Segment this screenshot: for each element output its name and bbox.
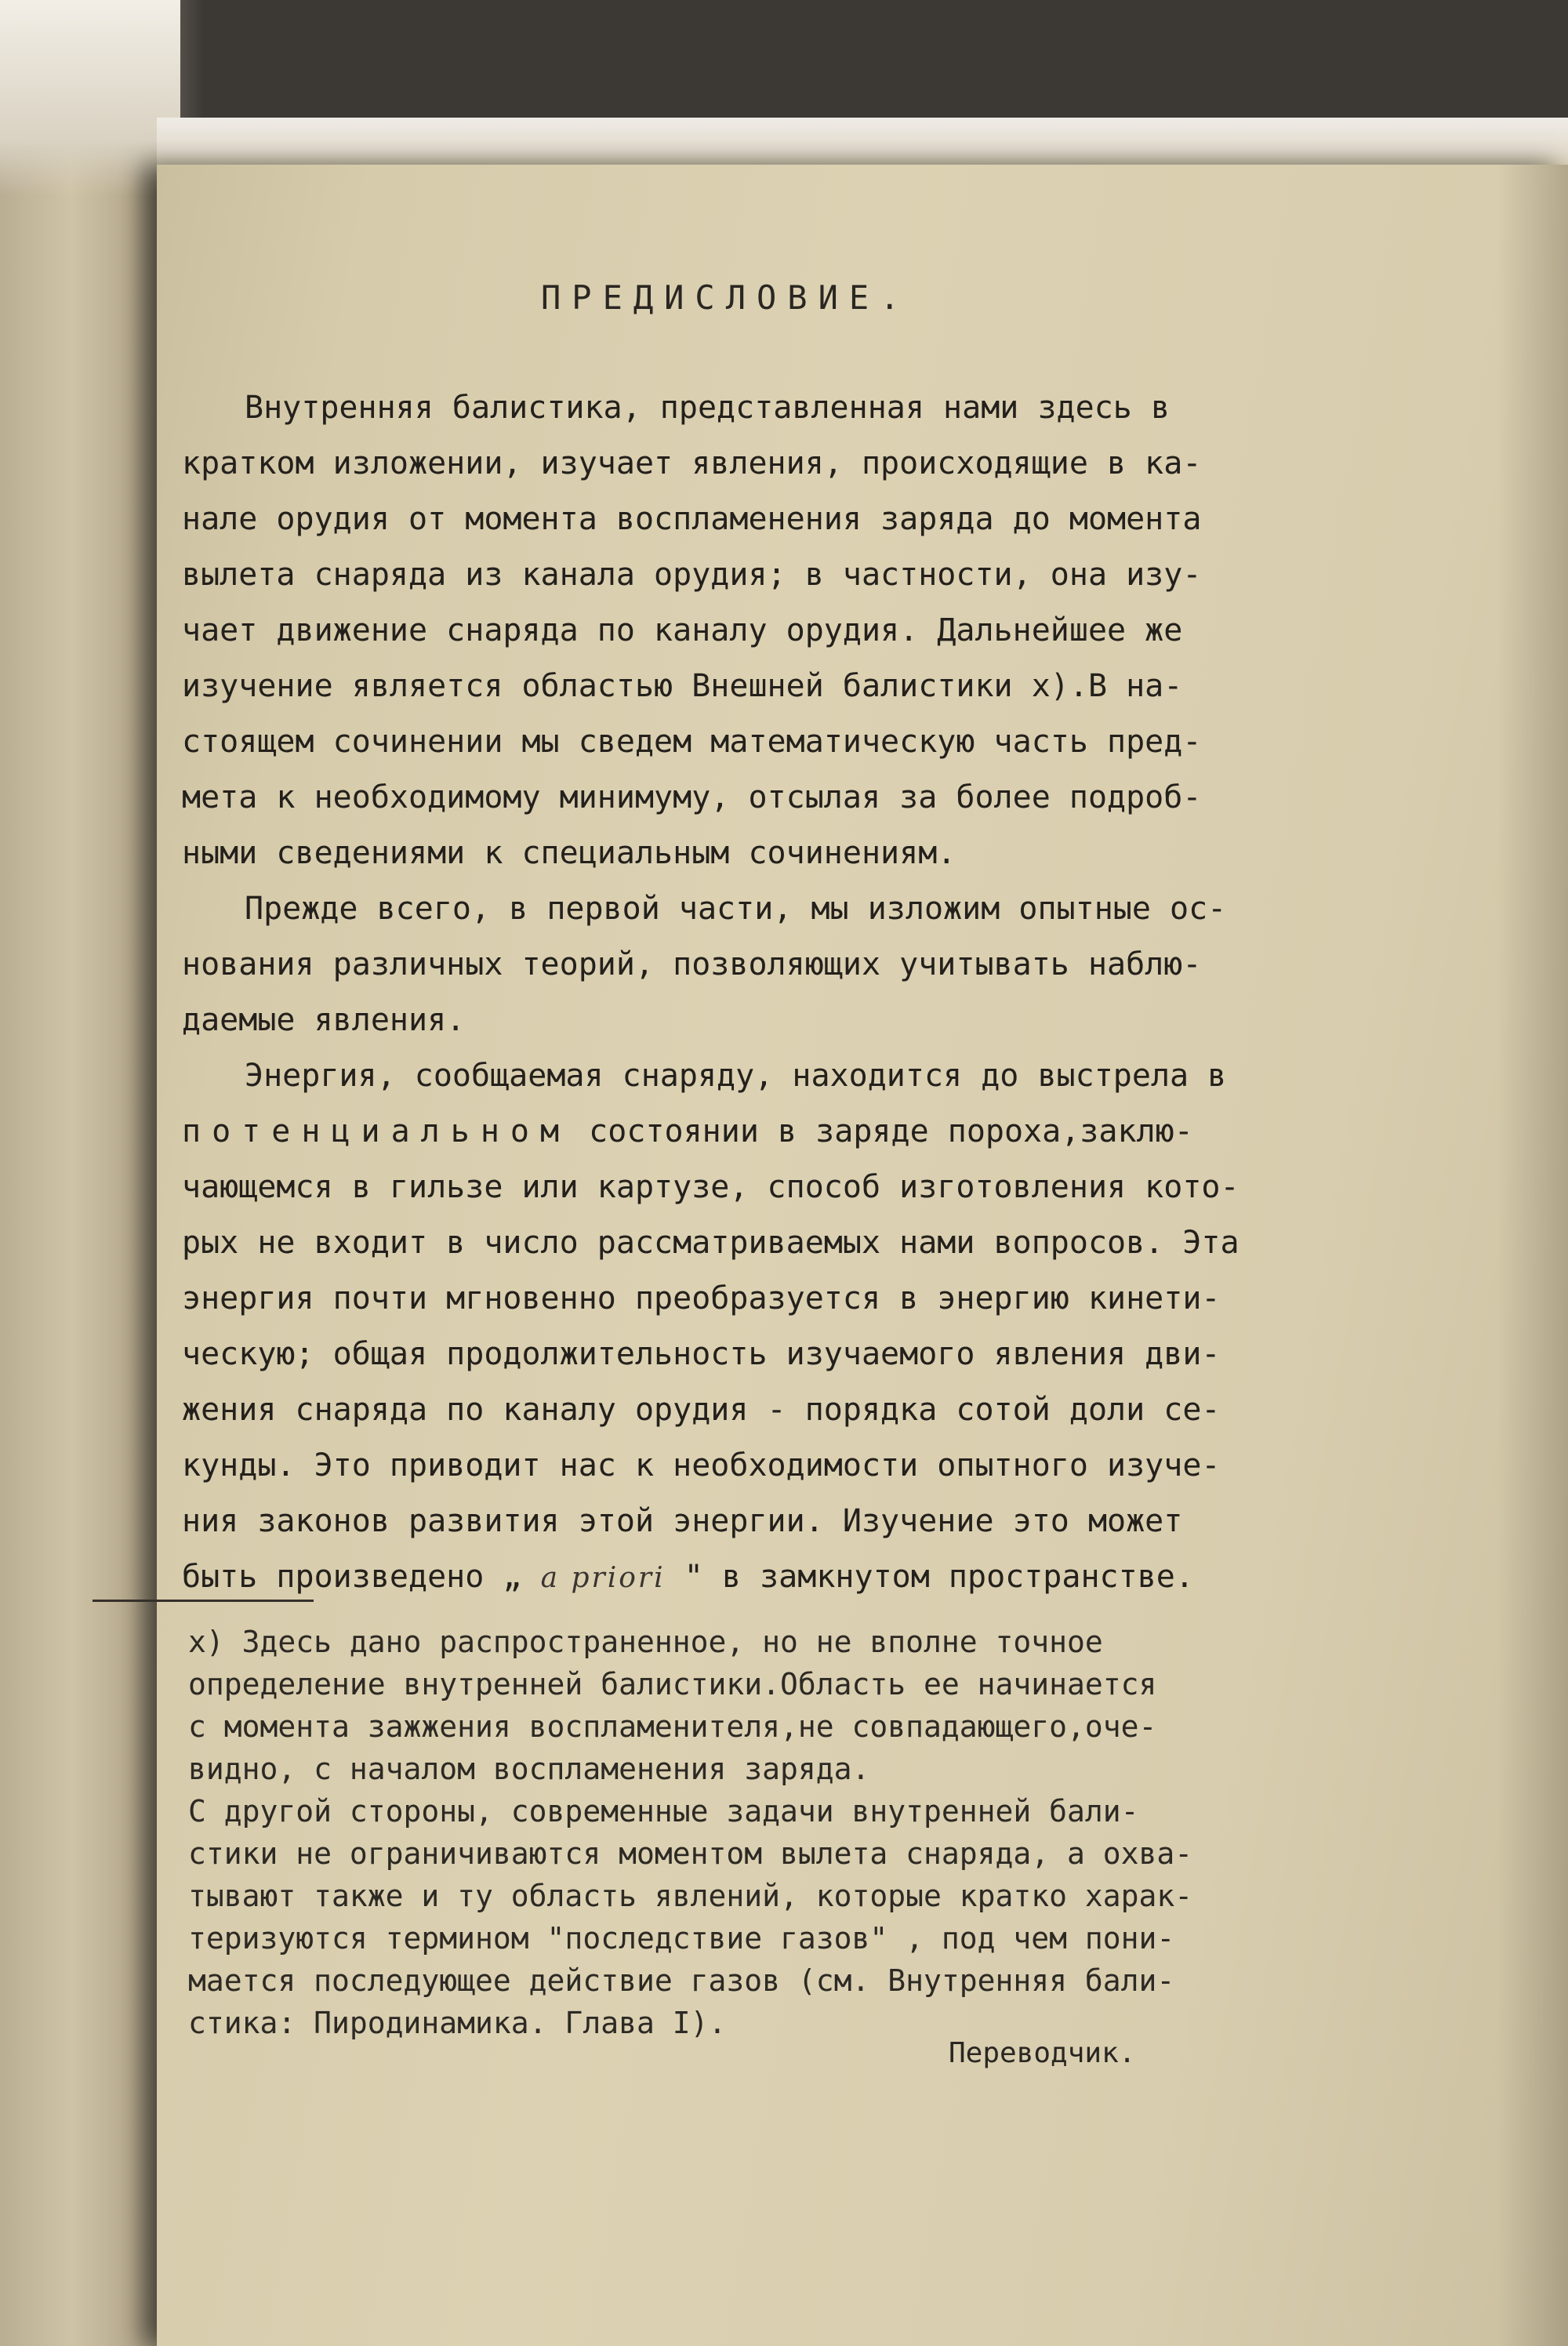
emphasized-word: потенциальном [182, 1113, 571, 1149]
body-line-19: жения снаряда по каналу орудия - порядка сотой доли се- [182, 1392, 1221, 1428]
footnote-line-2: определение внутренней балистики.Область ее начинается [188, 1667, 1157, 1701]
page-title: ПРЕДИСЛОВИЕ. [541, 278, 911, 317]
body-line-16: рых не входит в число рассматриваемых нами вопросов. Эта [182, 1225, 1240, 1261]
body-line-22 [182, 1559, 1194, 1595]
footnote-line-5: С другой стороны, современные задачи внутренней бали- [188, 1794, 1139, 1828]
body-line-2: кратком изложении, изучает явления, происходящие в ка- [182, 445, 1202, 481]
body-line-1: Внутренняя балистика, представленная нами здесь в [245, 390, 1171, 426]
facing-page-edge [0, 0, 180, 2346]
footnote-line-3: с момента зажжения воспламенителя,не совпадающего,оче- [188, 1709, 1157, 1744]
body-line-20: кунды. Это приводит нас к необходимости опытного изуче- [182, 1447, 1221, 1484]
body-line-5: чает движение снаряда по каналу орудия. Дальнейшее же [182, 612, 1183, 648]
body-line-22-end: " в замкнутом пространстве. [684, 1559, 1194, 1595]
footnote-line-4: видно, с началом воспламенения заряда. [188, 1752, 870, 1786]
translator-signature: Переводчик. [949, 2037, 1136, 2069]
body-line-18: ческую; общая продолжительность изучаемого явления дви- [182, 1336, 1221, 1372]
footnote-line-1: х) Здесь дано распространенное, но не вполне точное [188, 1625, 1103, 1659]
footnote-line-8: теризуются термином "последствие газов" , под чем пони- [188, 1921, 1175, 1956]
body-line-14 [182, 1113, 1193, 1149]
body-line-12: даемые явления. [182, 1002, 466, 1038]
body-line-3: нале орудия от момента воспламенения заряда до момента [182, 501, 1202, 537]
footnote-divider [93, 1600, 314, 1602]
body-line-22-start: быть произведено „ [182, 1559, 522, 1595]
body-line-21: ния законов развития этой энергии. Изучение это может [182, 1503, 1183, 1539]
body-line-14-rest: состоянии в заряде пороха,заклю- [589, 1113, 1193, 1149]
footnote-line-6: стики не ограничиваются моментом вылета снаряда, а охва- [188, 1836, 1193, 1871]
body-line-7: стоящем сочинении мы сведем математическую часть пред- [182, 724, 1202, 760]
footnote-line-10: стика: Пиродинамика. Глава I). [188, 2006, 727, 2040]
body-line-4: вылета снаряда из канала орудия; в частности, она изу- [182, 557, 1202, 593]
body-line-11: нования различных теорий, позволяющих учитывать наблю- [182, 946, 1202, 982]
page-shadow [1497, 165, 1568, 2346]
facing-page-highlight [0, 0, 180, 196]
body-line-10: Прежде всего, в первой части, мы изложим опытные ос- [245, 891, 1227, 927]
body-line-9: ными сведениями к специальным сочинениям. [182, 835, 956, 871]
body-line-15: чающемся в гильзе или картузе, способ изготовления кото- [182, 1169, 1240, 1205]
body-line-17: энергия почти мгновенно преобразуется в энергию кинети- [182, 1280, 1221, 1316]
footnote-line-7: тывают также и ту область явлений, которые кратко харак- [188, 1879, 1193, 1913]
footnote-line-9: мается последующее действие газов (см. Внутренняя бали- [188, 1963, 1175, 1998]
handwritten-a-priori: a priori [540, 1562, 666, 1594]
body-line-6: изучение является областью Внешней балистики х).В на- [182, 668, 1183, 704]
body-line-13: Энергия, сообщаемая снаряду, находится до выстрела в [245, 1058, 1227, 1094]
body-line-8: мета к необходимому минимуму, отсылая за более подроб- [182, 779, 1202, 815]
